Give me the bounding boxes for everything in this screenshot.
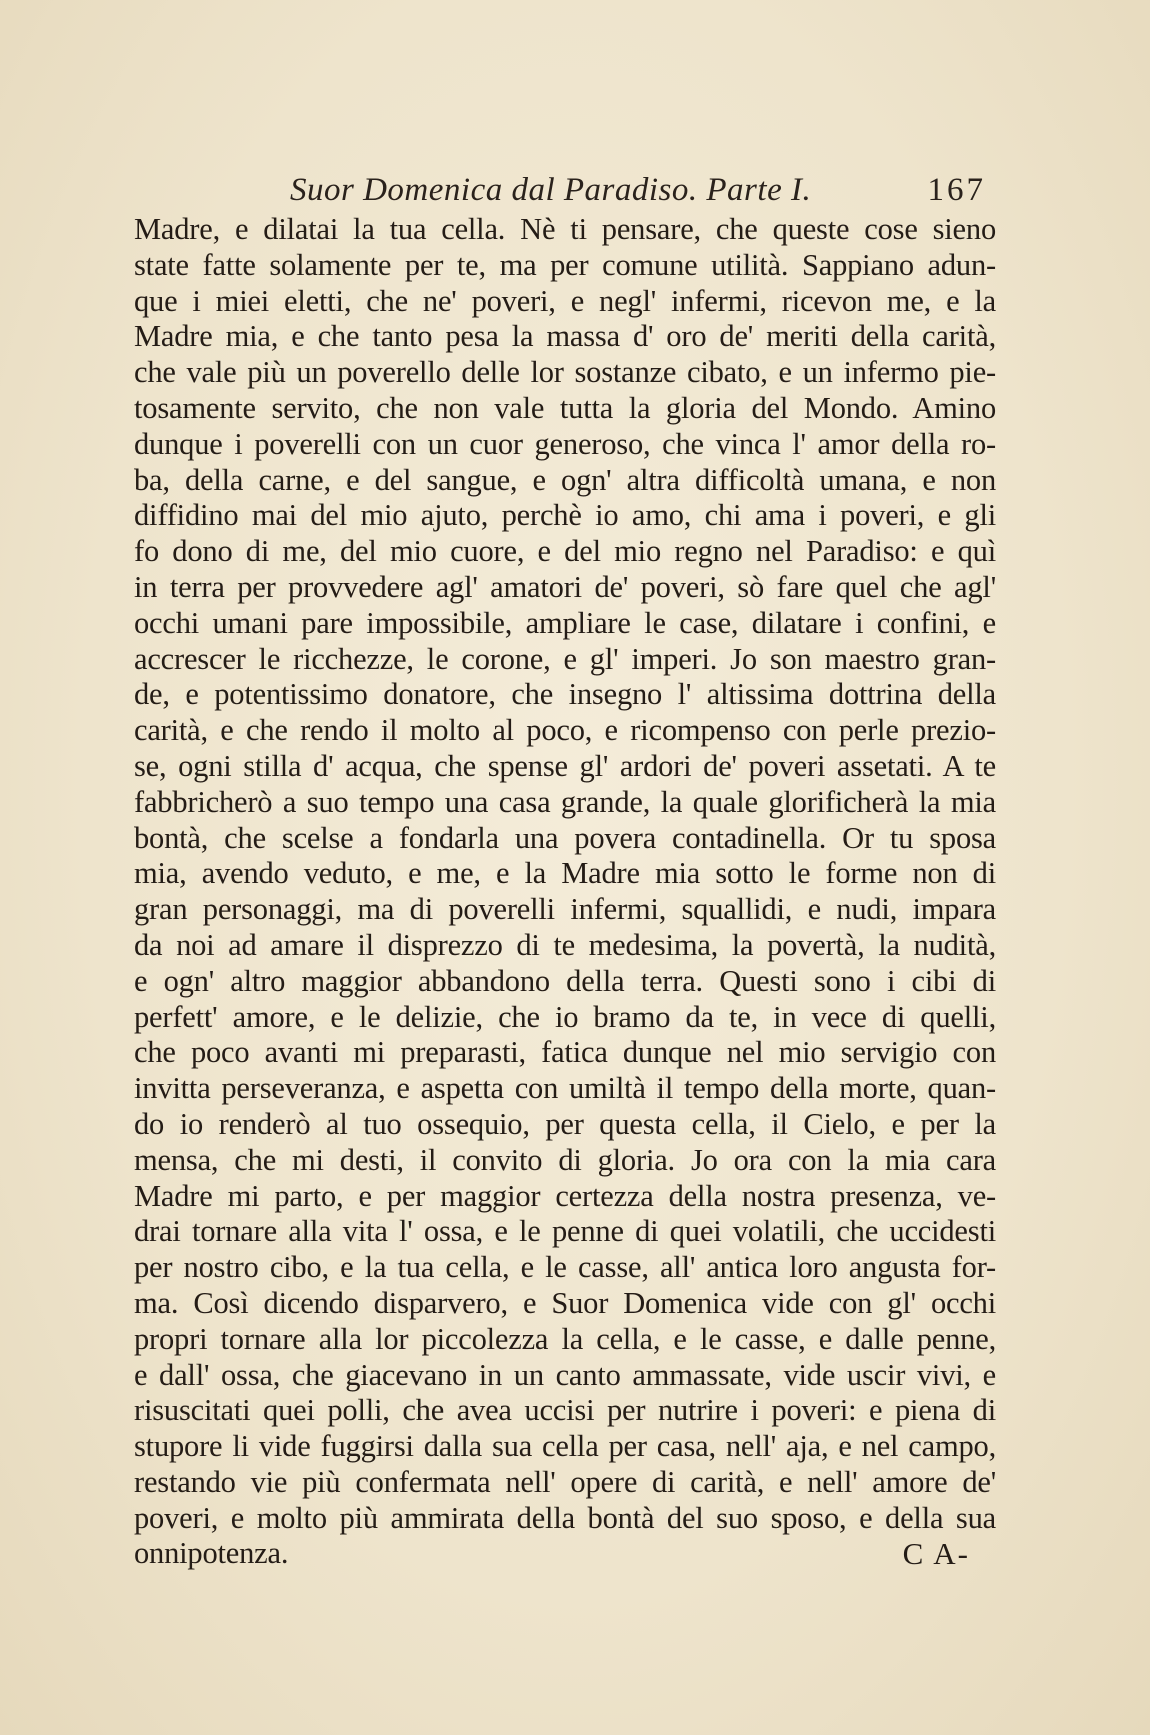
text-line: occhi umani pare impossibile, ampliare le case, dilatare i confini, e	[134, 605, 996, 640]
text-line: e dall' ossa, che giacevano in un canto ammassate, vide uscir vivi, e	[134, 1357, 996, 1392]
running-title: Suor Domenica dal Paradiso. Parte I.	[290, 172, 812, 208]
text-line: e ogn' altro maggior abbandono della terra. Questi sono i cibi di	[134, 963, 996, 998]
text-line: Madre mi parto, e per maggior certezza della nostra presenza, ve-	[134, 1178, 996, 1213]
page-number: 167	[927, 172, 986, 208]
text-line: poveri, e molto più ammirata della bontà del suo sposo, e della sua	[134, 1500, 996, 1535]
text-line: propri tornare alla lor piccolezza la cella, e le casse, e dalle penne,	[134, 1321, 996, 1356]
text-line: do io renderò al tuo ossequio, per questa cella, il Cielo, e per la	[134, 1106, 996, 1141]
text-line: stupore li vide fuggirsi dalla sua cella per casa, nell' aja, e nel campo,	[134, 1429, 996, 1464]
text-line: da noi ad amare il disprezzo di te medesima, la povertà, la nudità,	[134, 927, 996, 962]
text-line: in terra per provvedere agl' amatori de' poveri, sò fare quel che agl'	[134, 569, 996, 604]
text-line: ma. Così dicendo disparvero, e Suor Domenica vide con gl' occhi	[134, 1285, 996, 1320]
text-line: Madre mia, e che tanto pesa la massa d' oro de' meriti della carità,	[134, 319, 996, 354]
text-line: bontà, che scelse a fondarla una povera contadinella. Or tu sposa	[134, 820, 996, 855]
text-line: perfett' amore, e le delizie, che io bramo da te, in vece di quelli,	[134, 999, 996, 1034]
text-line: risuscitati quei polli, che avea uccisi per nutrire i poveri: e piena di	[134, 1393, 996, 1428]
text-line: che poco avanti mi preparasti, fatica dunque nel mio servigio con	[134, 1035, 996, 1070]
catchword: C A-	[902, 1536, 970, 1571]
text-line: mia, avendo veduto, e me, e la Madre mia sotto le forme non di	[134, 856, 996, 891]
text-line: diffidino mai del mio ajuto, perchè io amo, chi ama i poveri, e gli	[134, 498, 996, 533]
text-line: tosamente servito, che non vale tutta la gloria del Mondo. Amino	[134, 390, 996, 425]
body-text	[134, 212, 996, 1572]
text-line: onnipotenza.	[134, 1536, 289, 1571]
text-line: accrescer le ricchezze, le corone, e gl' imperi. Jo son maestro gran-	[134, 641, 996, 676]
text-line: Madre, e dilatai la tua cella. Nè ti pensare, che queste cose sieno	[134, 212, 996, 246]
text-line: fabbricherò a suo tempo una casa grande, la quale glorificherà la mia	[134, 784, 996, 819]
text-line: drai tornare alla vita l' ossa, e le penne di quei volatili, che uccidesti	[134, 1214, 996, 1249]
text-line: gran personaggi, ma di poverelli infermi, squallidi, e nudi, impara	[134, 892, 996, 927]
text-line: ba, della carne, e del sangue, e ogn' altra difficoltà umana, e non	[134, 462, 996, 497]
text-line: restando vie più confermata nell' opere di carità, e nell' amore de'	[134, 1464, 996, 1499]
text-line: dunque i poverelli con un cuor generoso, che vinca l' amor della ro-	[134, 426, 996, 461]
text-line: mensa, che mi desti, il convito di gloria. Jo ora con la mia cara	[134, 1142, 996, 1177]
text-line: per nostro cibo, e la tua cella, e le casse, all' antica loro angusta for-	[134, 1250, 996, 1285]
text-line: fo dono di me, del mio cuore, e del mio regno nel Paradiso: e quì	[134, 534, 996, 569]
text-line: che vale più un poverello delle lor sostanze cibato, e un infermo pie-	[134, 355, 996, 390]
text-line: que i miei eletti, che ne' poveri, e negl' infermi, ricevon me, e la	[134, 283, 996, 318]
text-line: invitta perseveranza, e aspetta con umiltà il tempo della morte, quan-	[134, 1071, 996, 1106]
text-line: de, e potentissimo donatore, che insegno l' altissima dottrina della	[134, 677, 996, 712]
text-line: carità, e che rendo il molto al poco, e ricompenso con perle prezio-	[134, 713, 996, 748]
text-line: state fatte solamente per te, ma per comune utilità. Sappiano adun-	[134, 247, 996, 282]
text-line: se, ogni stilla d' acqua, che spense gl' ardori de' poveri assetati. A te	[134, 748, 996, 783]
